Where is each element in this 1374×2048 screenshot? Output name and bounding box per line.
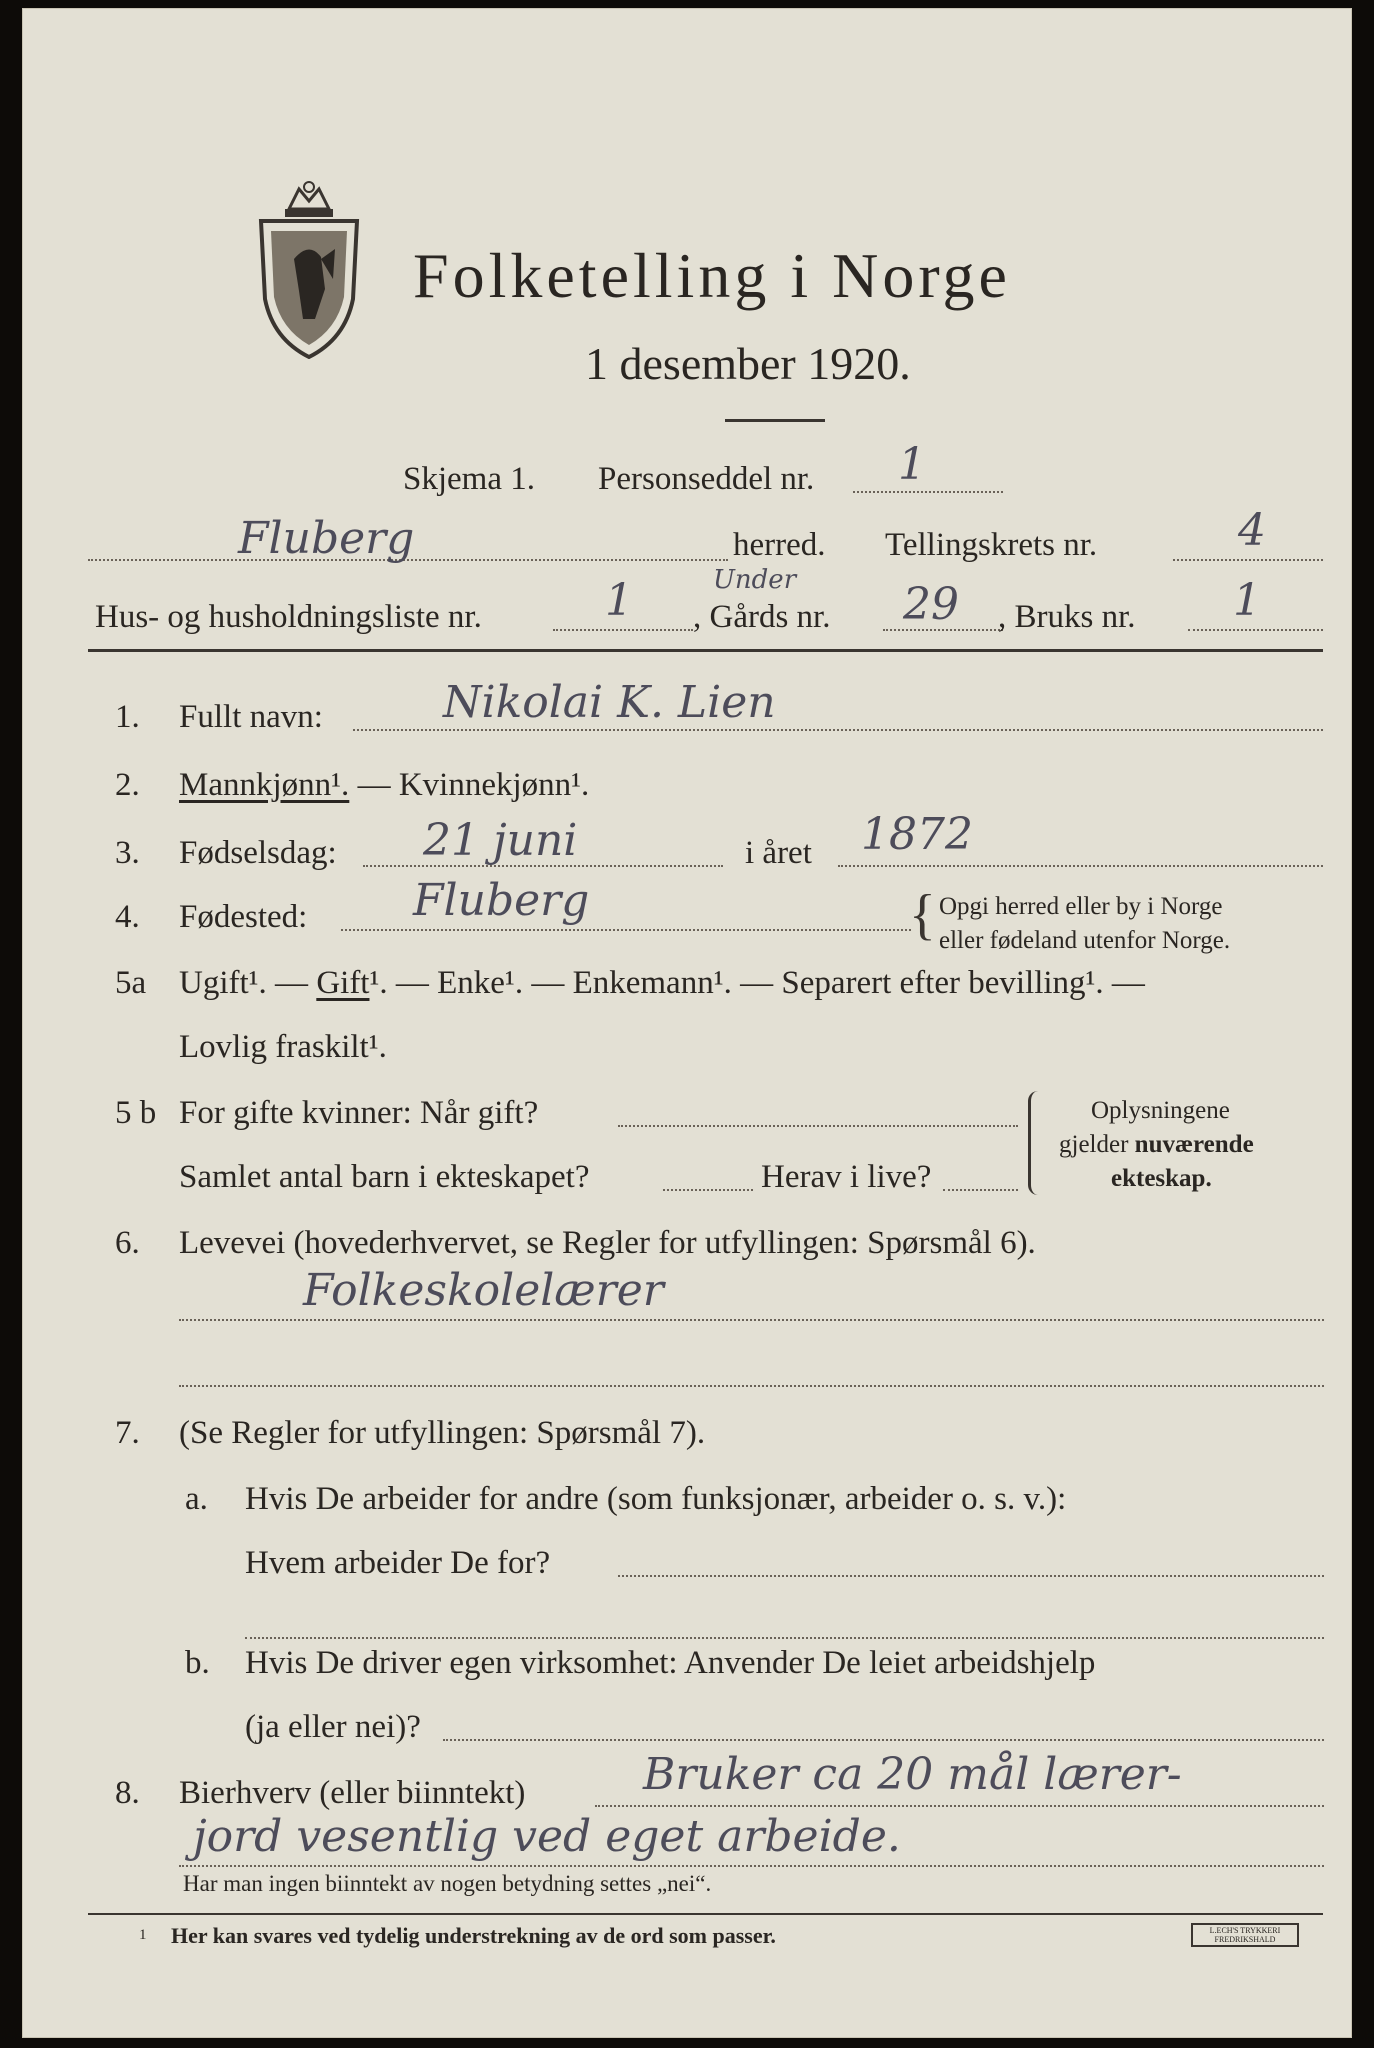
census-form-page [22, 8, 1352, 2038]
bruks-label: , Bruks nr. [998, 599, 1136, 635]
q4-note-line1: Opgi herred eller by i Norge [939, 893, 1223, 920]
q6-value: Folkeskolelærer [303, 1265, 664, 1316]
q2-female-option: Kvinnekjønn¹. [398, 767, 590, 803]
q2-options [179, 767, 589, 804]
header-divider [88, 649, 1323, 652]
personseddel-line [853, 491, 1003, 493]
q7-label: (Se Regler for utfyllingen: Spørsmål 7). [179, 1415, 706, 1451]
hus-line [553, 629, 693, 631]
hus-value: 1 [605, 575, 633, 626]
q5b-married-label: For gifte kvinner: Når gift? [179, 1095, 539, 1131]
q8-label: Bierhverv (eller biinntekt) [179, 1775, 526, 1811]
q5b-married-line [618, 1125, 1018, 1127]
q7b-hired-help-line [443, 1739, 1324, 1741]
q5b-children-line [663, 1189, 753, 1191]
schema-label: Skjema 1. [403, 461, 535, 497]
q5a-ugift-option: Ugift¹. — [179, 965, 317, 1001]
q8-value-line1: Bruker ca 20 mål lærer- [643, 1749, 1182, 1800]
q2-number: 2. [115, 767, 140, 803]
form-date: 1 desember 1920. [585, 338, 911, 389]
tellingskrets-line [1173, 559, 1323, 561]
q5b-note-gjelder: gjelder [1059, 1131, 1135, 1158]
tellingskrets-value: 4 [1238, 505, 1266, 556]
q8-note: Har man ingen biinntekt av nogen betydning settes „nei“. [183, 1871, 712, 1896]
q1-line [353, 729, 1323, 731]
q5b-note-current: nuværende [1134, 1131, 1254, 1158]
q5b-alive-label: Herav i live? [761, 1159, 932, 1195]
q7a-employer-line1 [618, 1575, 1324, 1577]
gards-label: , Gårds nr. [693, 599, 831, 635]
q5b-alive-line [943, 1189, 1018, 1191]
q5a-number: 5a [115, 965, 147, 1001]
q4-note-line2: eller fødeland utenfor Norge. [939, 927, 1231, 954]
q7b-label: Hvis De driver egen virksomhet: Anvender De leiet arbeidshjelp [245, 1645, 1096, 1681]
bruks-line [1188, 629, 1323, 631]
printer-stamp: L.ECH'S TRYKKERI FREDRIKSHALD [1191, 1923, 1299, 1947]
bruks-value: 1 [1233, 575, 1261, 626]
q3-label: Fødselsdag: [179, 835, 337, 871]
q5b-note-line2 [1059, 1131, 1254, 1159]
personseddel-label: Personseddel nr. [598, 461, 815, 497]
q6-line1 [179, 1319, 1324, 1321]
tellingskrets-label: Tellingskrets nr. [885, 527, 1098, 563]
q6-label: Levevei (hovederhvervet, se Regler for utfyllingen: Spørsmål 6). [179, 1225, 1036, 1261]
q7b-hired-help-label: (ja eller nei)? [245, 1709, 421, 1745]
q8-number: 8. [115, 1775, 140, 1811]
q3-value: 21 juni [423, 815, 578, 866]
q4-line [341, 929, 911, 931]
q3-year-label: i året [745, 835, 812, 871]
q8-line2 [179, 1865, 1324, 1867]
q4-brace: { [909, 884, 936, 946]
q8-value-line2: jord vesentlig ved eget arbeide. [193, 1811, 901, 1862]
q7a-employer-label: Hvem arbeider De for? [245, 1545, 551, 1581]
herred-label: herred. [733, 527, 826, 563]
personseddel-value: 1 [898, 439, 926, 490]
footnote-divider [88, 1913, 1323, 1915]
q7-number: 7. [115, 1415, 140, 1451]
q1-number: 1. [115, 699, 140, 735]
q2-male-option: Mannkjønn¹. [179, 767, 350, 803]
q5a-fraskilt-option: Lovlig fraskilt¹. [179, 1029, 387, 1065]
q1-label: Fullt navn: [179, 699, 323, 735]
footnote-text: Her kan svares ved tydelig understrekning av de ord som passer. [171, 1923, 776, 1948]
q7b-letter: b. [185, 1645, 210, 1681]
q3-year-value: 1872 [861, 809, 973, 860]
hus-label: Hus- og husholdningsliste nr. [95, 599, 482, 635]
gards-above: Under [713, 565, 797, 595]
q5b-brace [1028, 1091, 1043, 1195]
q2-separator: — [349, 767, 399, 803]
title-divider [725, 419, 825, 422]
herred-value: Fluberg [238, 513, 415, 564]
q4-value: Fluberg [413, 875, 590, 926]
q8-line1 [595, 1805, 1324, 1807]
q4-number: 4. [115, 899, 140, 935]
q1-value: Nikolai K. Lien [443, 677, 776, 728]
q5b-number: 5 b [115, 1095, 157, 1131]
q6-line2 [179, 1385, 1324, 1387]
q4-label: Fødested: [179, 899, 308, 935]
norwegian-coat-of-arms-icon [249, 179, 369, 359]
q5b-children-label: Samlet antal barn i ekteskapet? [179, 1159, 590, 1195]
form-title: Folketelling i Norge [413, 240, 1011, 311]
q3-year-line [838, 865, 1323, 867]
q3-number: 3. [115, 835, 140, 871]
gards-value: 29 [903, 579, 959, 630]
q6-number: 6. [115, 1225, 140, 1261]
q5a-other-options: ¹. — Enke¹. — Enkemann¹. — Separert efter bevilling¹. — [369, 965, 1145, 1001]
q5b-note-line1: Oplysningene [1091, 1097, 1230, 1124]
q5a-options [179, 965, 1145, 1002]
q7a-letter: a. [185, 1481, 208, 1517]
q7a-employer-line2 [245, 1637, 1324, 1639]
footnote-mark: 1 [139, 1927, 147, 1943]
q5a-gift-option: Gift [316, 965, 370, 1001]
q5b-note-line3: ekteskap. [1111, 1165, 1212, 1192]
q7a-label: Hvis De arbeider for andre (som funksjonær, arbeider o. s. v.): [245, 1481, 1067, 1517]
